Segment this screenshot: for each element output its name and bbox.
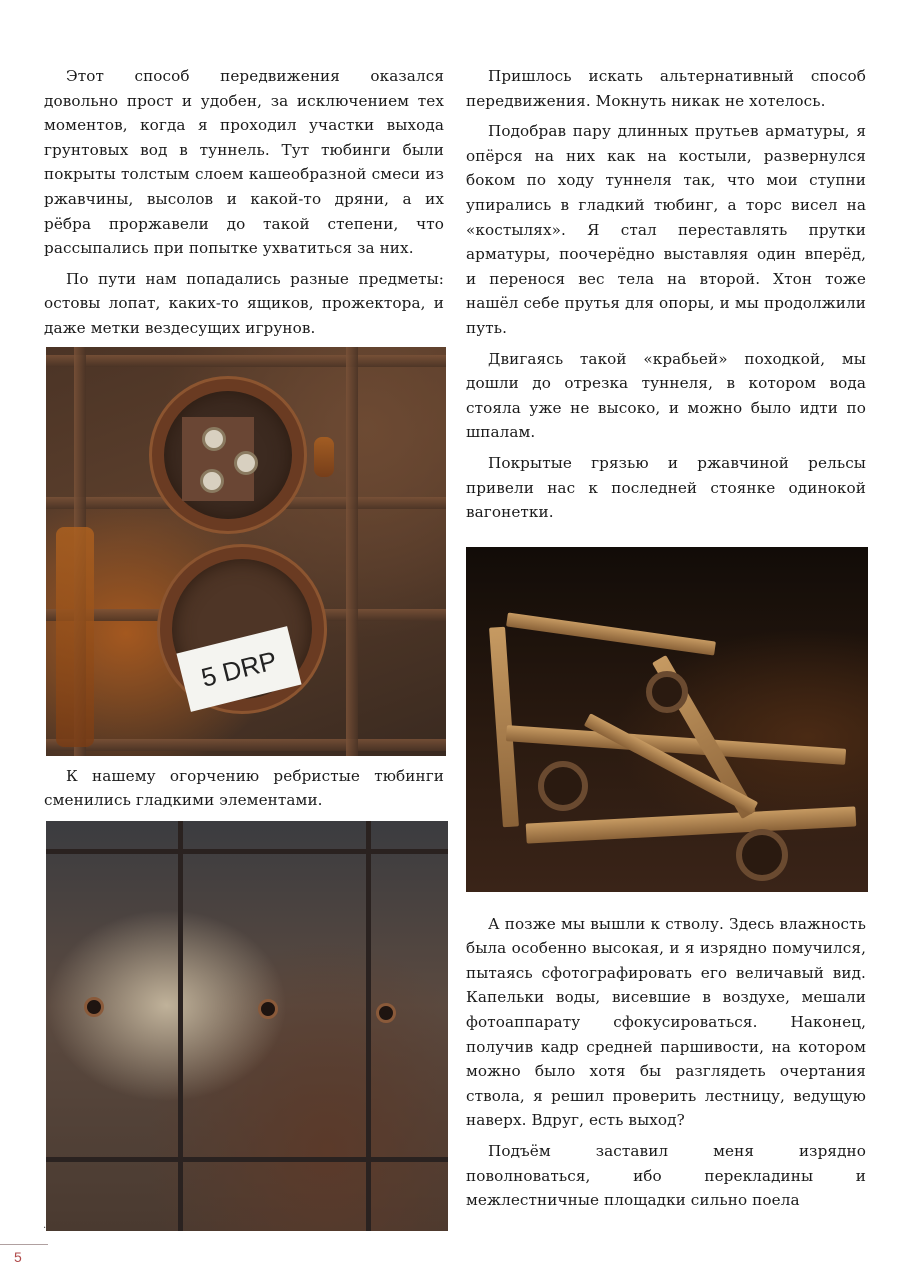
photo-rusty-hatches	[46, 347, 446, 756]
paragraph: К нашему огорчению ребристые тюбинги сменились гладкими элементами.	[44, 766, 444, 810]
bolt-icon	[202, 427, 226, 451]
right-column	[466, 64, 866, 1219]
wheel-icon	[538, 761, 588, 811]
bolt-hole-icon	[376, 1003, 396, 1023]
paragraph: Пришлось искать альтернативный способ передвижения. Мокнуть никак не хотелось.	[466, 67, 866, 110]
paragraph: Двигаясь такой «крабьей» походкой, мы дошли до отрезка туннеля, в котором вода стояла уже не высоко, и можно было идти по шпалам.	[466, 349, 866, 442]
wheel-icon	[646, 671, 688, 713]
bolt-icon	[234, 451, 258, 475]
paragraph: Этот способ передвижения оказался довольно прост и удобен, за исключением тех моментов, когда я проходил участки выхода грунтовых вод в туннель. Тут тюбинги были покрыты толстым слоем кашеобразной смеси из ржавчины, высолов и какой-то дряни, а их рёбра проржавели до такой степени, что рассыпались при попытке ухватиться за них.	[44, 67, 444, 258]
photo-smooth-segments	[46, 821, 448, 1231]
footer-divider	[0, 1244, 48, 1245]
paragraph: А позже мы вышли к стволу. Здесь влажность была особенно высокая, и я изрядно помучился, пытаясь сфотографировать его величавый вид. Капельки воды, висевшие в воздухе, мешали фотоаппарату сфокусироваться. Наконец, получив кадр средней паршивости, на котором можно было хотя бы разглядеть очертания ствола, я решил проверить лестницу, ведущую наверх. Вдруг, есть выход?	[466, 914, 866, 1130]
paragraph: Покрытые грязью и ржавчиной рельсы привели нас к последней стоянке одинокой вагонетки.	[466, 453, 866, 522]
bolt-hole-icon	[258, 999, 278, 1019]
paragraph: По пути нам попадались разные предметы: остовы лопат, каких-то ящиков, прожектора, и даже метки вездесущих игрунов.	[44, 269, 444, 337]
page-number: 5	[14, 1249, 22, 1265]
photo-mine-wagon	[466, 547, 868, 892]
left-column	[44, 64, 444, 1231]
paragraph: Подъём заставил меня изрядно поволноваться, ибо перекладины и межлестничные площадки сильно поела	[466, 1142, 866, 1210]
bolt-hole-icon	[84, 997, 104, 1017]
footnote-mark: .	[43, 1220, 47, 1231]
paragraph: Подобрав пару длинных прутьев арматуры, я опёрся на них как на костыли, развернулся боком по ходу туннеля так, что мои ступни упирались в гладкий тюбинг, а торс висел на «костылях». Я стал переставлять прутки арматуры, поочерёдно выставляя один вперёд, и перенося вес тела на второй. Хтон тоже нашёл себе прутья для опоры, и мы продолжили путь.	[466, 122, 866, 337]
wheel-icon	[736, 829, 788, 881]
bolt-icon	[200, 469, 224, 493]
marker-label: 5 DRP	[176, 626, 301, 712]
